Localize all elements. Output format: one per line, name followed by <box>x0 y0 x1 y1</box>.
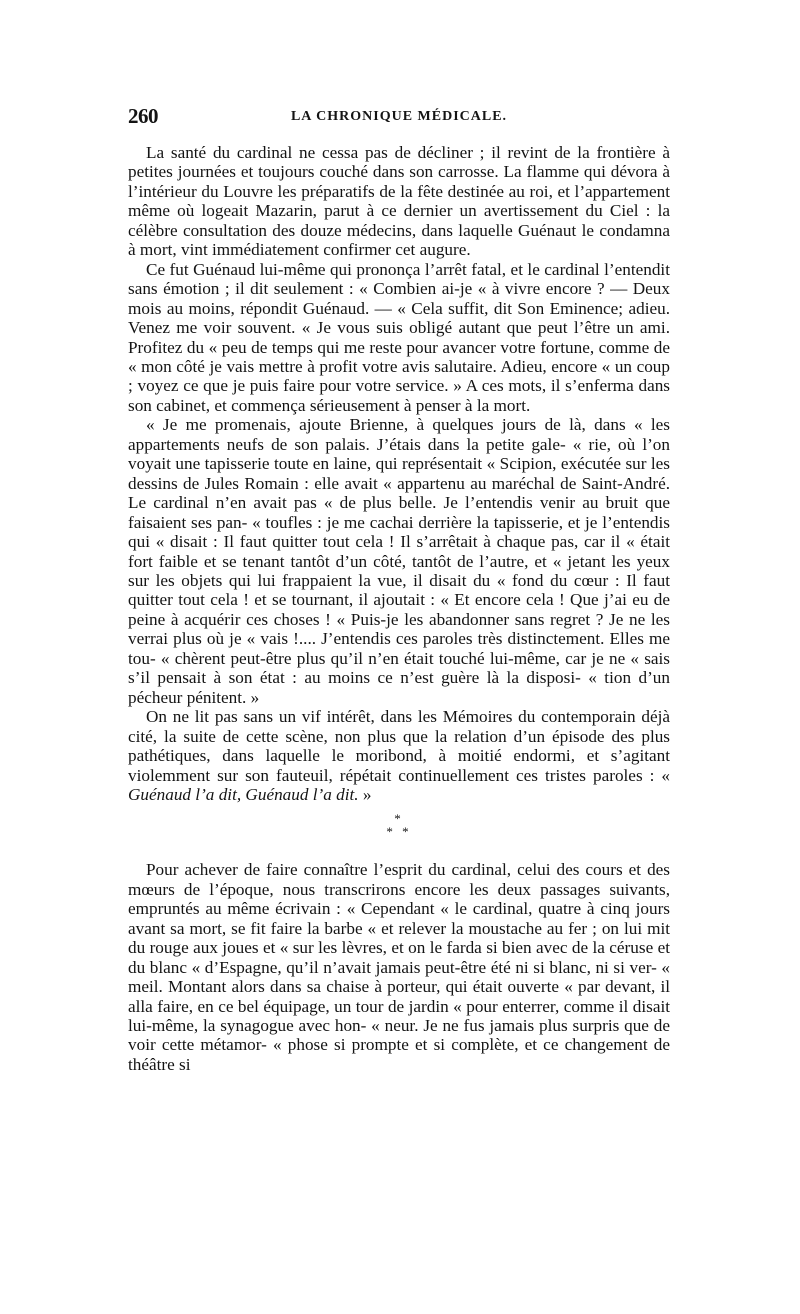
running-header <box>128 104 670 132</box>
section-asterism <box>128 812 670 838</box>
asterism-bottom: * * <box>386 824 412 840</box>
quoted-words: Guénaud l’a dit, Guénaud l’a dit. <box>128 784 359 804</box>
page-number: 260 <box>128 104 158 128</box>
body-text <box>128 143 670 1074</box>
asterism-top: * <box>394 811 404 827</box>
paragraph-4 <box>128 707 670 804</box>
paragraph-5: Pour achever de faire connaître l’esprit du cardinal, celui des cours et des mœurs de l’époque, nous transcrirons encore les deux passages suivants, empruntés au même écrivain : « Cependant « le cardinal, quatre à cinq jours avant sa mort, se fit faire la barbe « et relever la moustache au fer ; on lui mit du rouge aux joues et « sur les lèvres, et on le farda si bien avec de la céruse et du blanc « d’Espagne, qu’il n’avait jamais peut-être été ni si blanc, ni si ver- « meil. Montant alors dans sa chaise à porteur, qui était ouverte « par devant, il alla faire, en ce bel équipage, un tour de jardin « pour enterrer, comme il disait lui-même, la synagogue avec hon- « neur. Je ne fus jamais plus surpris que de voir cette métamor- « phose si prompte et si complète, et ce changement de théâtre si <box>128 860 670 1074</box>
running-title: LA CHRONIQUE MÉDICALE. <box>290 109 508 124</box>
paragraph-2: Ce fut Guénaud lui-même qui prononça l’arrêt fatal, et le cardinal l’entendit sans émotion ; il dit seulement : « Combien ai-je « à vivre encore ? — Deux mois au moins, répondit Guénaud. — « Cela suffit, dit Son Eminence; adieu. Venez me voir souvent. « Je vous suis obligé autant que peut l’être un ami. Profitez du « peu de temps qui me reste pour avancer votre fortune, comme de « mon côté je vais mettre à profit votre avis salutaire. Adieu, encore « un coup ; voyez ce que je puis faire pour votre service. » A ces mots, il s’enferma dans son cabinet, et commença sérieusement à penser à la mort. <box>128 259 670 415</box>
paragraph-3: « Je me promenais, ajoute Brienne, à quelques jours de là, dans « les appartements neufs de son palais. J’étais dans la petite gale- « rie, où l’on voyait une tapisserie toute en laine, qui représentait « Scipion, exécutée sur les dessins de Jules Romain : elle avait « appartenu au maréchal de Saint-André. Le cardinal n’en avait pas « de plus belle. Je l’entendis venir au bruit que faisaient ses pan- « toufles : je me cachai derrière la tapisserie, et je l’entendis qui « disait : Il faut quitter tout cela ! Il s’arrêtait à chaque pas, car il « était fort faible et se tenant tantôt d’un côté, tantôt de l’autre, et « jetant les yeux sur les objets qui lui frappaient la vue, il disait du « fond du cœur : Il faut quitter tout cela ! et se tournant, il ajoutait : « Et encore cela ! Que j’ai eu de peine à acquérir ces choses ! « Puis-je les abandonner sans regret ? Je ne les verrai plus où je « vais !.... J’entendis ces paroles très distinctement. Elles me tou- « chèrent peut-être plus qu’il n’en était touché lui-même, car je ne « sais s’il pensait à son état : au moins ce n’est guère là la disposi- « tion d’un pécheur pénitent. » <box>128 415 670 707</box>
paragraph-4-text: On ne lit pas sans un vif intérêt, dans les Mémoires du contemporain déjà cité, la suite de cette scène, non plus que la relation d’un épisode des plus pathétiques, dans laquelle le moribond, à moitié endormi, et s’agitant violemment sur son fauteuil, répétait continuellement ces tristes paroles : « <box>128 707 670 785</box>
closing-quote: » <box>362 784 372 804</box>
paragraph-1: La santé du cardinal ne cessa pas de décliner ; il revint de la frontière à petites journées et toujours couché dans son carrosse. La flamme qui dévora à l’intérieur du Louvre les préparatifs de la fête destinée au roi, et l’appartement même où logeait Mazarin, parut à ce dernier un avertissement du Ciel : la célèbre consultation des douze médecins, dans laquelle Guénaut le condamna à mort, vint immédiatement confirmer cet augure. <box>128 143 670 260</box>
